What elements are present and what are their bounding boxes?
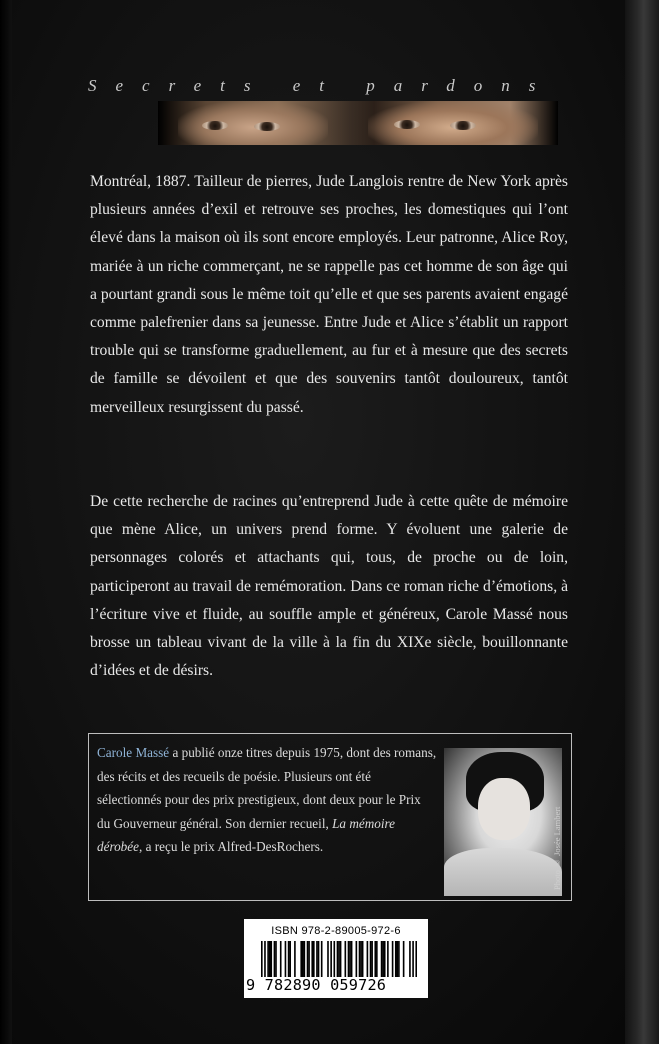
photo-credit: Photo © Josée Lambert (552, 806, 562, 890)
barcode-bar (360, 941, 362, 977)
eyes-photo-strip (158, 101, 558, 145)
barcode-bar (338, 941, 340, 977)
barcode-bar (269, 941, 271, 977)
author-bio (97, 741, 437, 859)
series-title: Secrets et pardons (88, 76, 555, 95)
barcode-bar (313, 941, 315, 977)
book-title: La mémoire dérobée (97, 815, 395, 855)
barcode-bar (285, 941, 287, 977)
isbn-label: ISBN 978-2-89005-972-6 (271, 925, 401, 937)
synopsis-paragraph-2: De cette recherche de racines qu’entreprend Jude à cette quête de mémoire que mène Alice, un univers prend forme. Y évoluent une galerie de personnages colorés et attachants qui, tous, de proche ou de loin, participeront au travail de remémoration. Dans ce roman riche d’émotions, à l’écriture vive et fluide, au souffle ample et généreux, Carole Massé nous brosse un tableau vivant de la ville à la fin du XIXe siècle, bouillonnante d’idées et de désirs. (90, 493, 568, 680)
barcode-bar (304, 941, 306, 977)
barcode-bar (356, 941, 358, 977)
barcode-bar (275, 941, 277, 977)
barcode-bar (289, 941, 291, 977)
barcode-bar (395, 941, 397, 977)
barcode-bar (409, 941, 411, 977)
barcode-bar (288, 941, 290, 977)
barcode-bar (382, 941, 384, 977)
barcode-bar (274, 941, 276, 977)
right-edge-plastic-wrap (625, 0, 659, 1044)
barcode-bar (261, 941, 263, 977)
eye-left-2 (254, 122, 280, 131)
barcode-bar (333, 941, 335, 977)
barcode-bar (348, 941, 350, 977)
barcode-bar (340, 941, 342, 977)
author-bio-text: a publié onze titres depuis 1975, dont des romans, des récits et des recueils de poésie. Plusieurs ont été sélectionnés pour des prix prestigieux, dont deux pour le Prix du Gouverneur général. Son dernier recueil, (97, 745, 437, 831)
eye-right-1 (394, 120, 420, 129)
barcode-bar (307, 941, 309, 977)
barcode-bar (321, 941, 323, 977)
barcode-bar (351, 941, 353, 977)
barcode-bar (267, 941, 269, 977)
barcode-bar (371, 941, 373, 977)
barcode-bar (381, 941, 383, 977)
author-photo (444, 748, 562, 896)
barcode-bar (370, 941, 372, 977)
barcode-bar (327, 941, 329, 977)
barcode-bar (318, 941, 320, 977)
photo-arm (444, 848, 562, 896)
author-name: Carole Massé (97, 745, 170, 760)
author-bio-end: , a reçu le prix Alfred-DesRochers. (138, 839, 324, 855)
barcode-bar (403, 941, 405, 977)
barcode-bar (362, 941, 364, 977)
barcode-bar (367, 941, 369, 977)
barcode-bar (398, 941, 400, 977)
barcode-digits: 9 782890 059726 (246, 976, 387, 994)
barcode-bar (384, 941, 386, 977)
photo-face (478, 778, 530, 840)
barcode-bar (308, 941, 310, 977)
barcode-bar (280, 941, 282, 977)
barcode-bar (294, 941, 296, 977)
eye-left-1 (202, 121, 228, 130)
barcode-bar (302, 941, 304, 977)
barcode-bar (374, 941, 376, 977)
left-edge-shadow (0, 0, 12, 1044)
author-bio-box (88, 733, 572, 901)
barcode-bar (412, 941, 414, 977)
barcode-bar (270, 941, 272, 977)
barcode-bar (397, 941, 399, 977)
barcode-bar (359, 941, 361, 977)
barcode-bar (387, 941, 389, 977)
eye-right-2 (450, 121, 476, 130)
synopsis-paragraph-1: Montréal, 1887. Tailleur de pierres, Jude Langlois rentre de New York après plusieurs années d’exil et retrouve ses proches, les domestiques qui l’ont élevé dans la maison où ils sont encore employés. Leur patronne, Alice Roy, mariée à un riche commerçant, ne se rappelle pas cet homme de son âge qui a pourtant grandi sous le même toit qu’elle et que ses parents avaient engagé comme palefrenier dans sa jeunesse. Entre Jude et Alice s’établit un rapport trouble qui se transforme graduellement, au fur et à mesure que des secrets de famille se dévoilent et que des souvenirs tantôt douloureux, tantôt merveilleux resurgissent du passé. (90, 173, 568, 416)
barcode-bar (330, 941, 332, 977)
barcode-bar (300, 941, 302, 977)
barcode-panel (244, 919, 428, 998)
barcode-bar (316, 941, 318, 977)
barcode-bar (415, 941, 417, 977)
barcode-bar (345, 941, 347, 977)
barcode-bar (337, 941, 339, 977)
barcode-bar (311, 941, 313, 977)
woman-face-left (178, 101, 328, 145)
barcode-bar (376, 941, 378, 977)
barcode-bar (264, 941, 266, 977)
barcode-bar (392, 941, 394, 977)
barcode-bar (349, 941, 351, 977)
